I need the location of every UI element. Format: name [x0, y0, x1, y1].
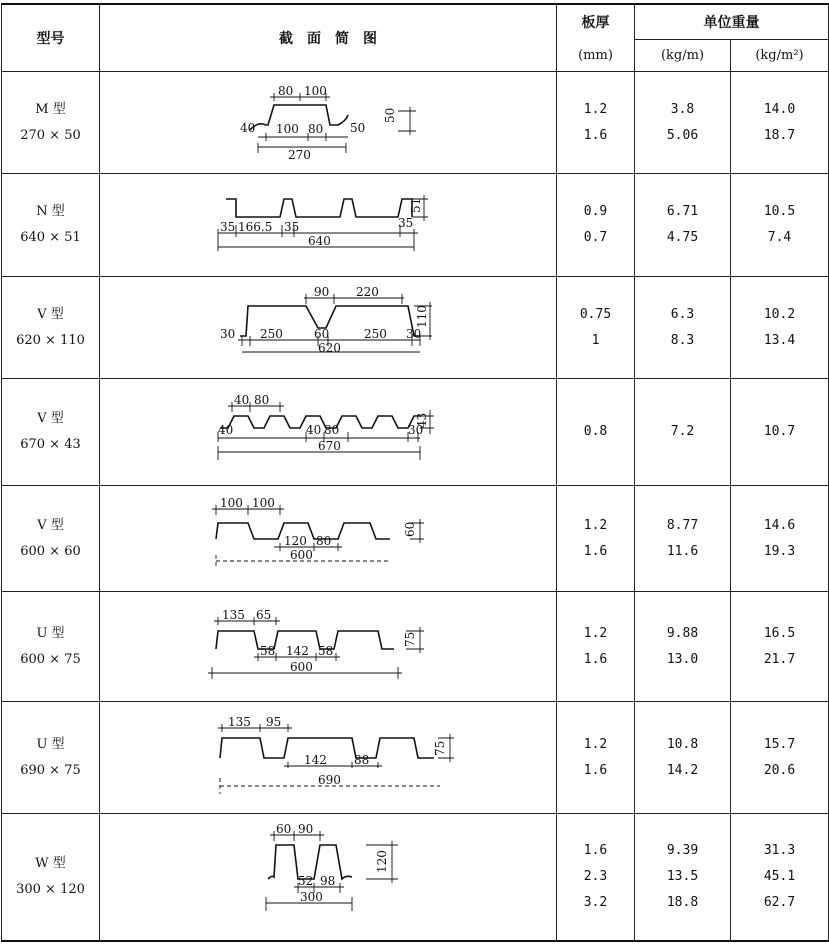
svg-text:300: 300	[300, 889, 323, 904]
kg-m-cell: 6.3 8.3	[635, 277, 731, 379]
svg-text:142: 142	[304, 752, 327, 767]
kg-m-cell: 9.39 13.5 18.8	[635, 814, 731, 941]
kg-m2-cell: 15.7 20.6	[731, 702, 829, 814]
svg-text:135: 135	[222, 607, 245, 622]
thickness-cell: 0.9 0.7	[557, 174, 635, 277]
model-cell: N 型 640 × 51	[2, 174, 100, 277]
thickness-cell: 1.2 1.6	[557, 592, 635, 702]
svg-text:40: 40	[240, 120, 256, 135]
svg-text:40: 40	[234, 393, 250, 407]
svg-text:80: 80	[316, 533, 332, 548]
svg-text:220: 220	[356, 284, 379, 299]
svg-text:90: 90	[298, 821, 314, 836]
table-row	[2, 486, 829, 592]
kg-m2-cell: 14.0 18.7	[731, 72, 829, 174]
thickness-cell: 1.2 1.6	[557, 72, 635, 174]
thickness-cell: 0.8	[557, 379, 635, 486]
svg-text:58: 58	[260, 643, 276, 658]
table-row	[2, 379, 829, 486]
profile-v-620x110	[108, 280, 548, 376]
header-weight-unit-2: (kg/m²)	[731, 40, 829, 72]
header-section: 截 面 简 图	[100, 4, 557, 72]
svg-text:640: 640	[308, 234, 331, 248]
header-unit-weight: 单位重量	[635, 4, 829, 40]
header-thickness-unit: (mm)	[557, 40, 635, 72]
header-thickness: 板厚	[557, 4, 635, 40]
svg-text:166.5: 166.5	[238, 220, 273, 234]
svg-text:80: 80	[308, 121, 324, 136]
svg-text:35: 35	[220, 220, 236, 234]
svg-text:100: 100	[220, 495, 243, 510]
svg-text:110: 110	[415, 304, 429, 328]
svg-text:50: 50	[383, 107, 397, 123]
thickness-cell: 1.2 1.6	[557, 486, 635, 592]
model-cell: W 型 300 × 120	[2, 814, 100, 941]
svg-text:80: 80	[254, 393, 270, 407]
svg-text:88: 88	[354, 752, 370, 767]
kg-m-cell: 8.77 11.6	[635, 486, 731, 592]
profile-n-640x51	[108, 177, 548, 273]
header-weight-unit-1: (kg/m)	[635, 40, 731, 72]
thickness-cell: 1.2 1.6	[557, 702, 635, 814]
kg-m2-cell: 14.6 19.3	[731, 486, 829, 592]
profile-w-300x120	[108, 817, 548, 937]
svg-text:75: 75	[403, 631, 417, 647]
profile-v-600x60	[108, 489, 548, 589]
svg-text:30: 30	[220, 326, 236, 341]
section-diagram	[100, 814, 557, 941]
kg-m-cell: 7.2	[635, 379, 731, 486]
kg-m2-cell: 31.3 45.1 62.7	[731, 814, 829, 941]
svg-text:65: 65	[256, 607, 272, 622]
svg-text:95: 95	[266, 714, 282, 729]
svg-text:80: 80	[324, 423, 340, 437]
svg-text:35: 35	[398, 216, 414, 230]
section-diagram	[100, 592, 557, 702]
svg-text:60: 60	[276, 821, 292, 836]
svg-text:35: 35	[284, 220, 300, 234]
section-diagram	[100, 277, 557, 379]
svg-text:250: 250	[260, 326, 283, 341]
section-diagram	[100, 174, 557, 277]
svg-text:40: 40	[306, 423, 322, 437]
svg-text:50: 50	[350, 120, 366, 135]
svg-text:620: 620	[318, 340, 341, 355]
kg-m2-cell: 10.7	[731, 379, 829, 486]
model-cell: V 型 600 × 60	[2, 486, 100, 592]
svg-text:30: 30	[406, 326, 422, 341]
kg-m-cell: 9.88 13.0	[635, 592, 731, 702]
thickness-cell: 0.75 1	[557, 277, 635, 379]
profile-v-670x43	[108, 382, 548, 482]
svg-text:670: 670	[318, 439, 341, 453]
svg-text:270: 270	[288, 147, 311, 162]
table-row	[2, 702, 829, 814]
section-diagram	[100, 379, 557, 486]
model-cell: M 型 270 × 50	[2, 72, 100, 174]
profile-m-270x50	[108, 75, 548, 171]
table-row	[2, 277, 829, 379]
kg-m2-cell: 16.5 21.7	[731, 592, 829, 702]
svg-text:135: 135	[228, 714, 251, 729]
kg-m2-cell: 10.2 13.4	[731, 277, 829, 379]
svg-text:100: 100	[276, 121, 299, 136]
profile-table	[1, 3, 829, 942]
svg-text:100: 100	[252, 495, 275, 510]
profile-u-600x75	[108, 597, 548, 697]
svg-text:30: 30	[408, 423, 424, 437]
model-cell: U 型 600 × 75	[2, 592, 100, 702]
table-row	[2, 72, 829, 174]
svg-text:60: 60	[314, 326, 330, 341]
svg-text:60: 60	[403, 521, 417, 537]
model-cell: V 型 620 × 110	[2, 277, 100, 379]
table-row	[2, 174, 829, 277]
model-cell: V 型 670 × 43	[2, 379, 100, 486]
kg-m2-cell: 10.5 7.4	[731, 174, 829, 277]
section-diagram	[100, 702, 557, 814]
svg-text:51: 51	[409, 197, 423, 213]
section-diagram	[100, 486, 557, 592]
header-model: 型号	[2, 4, 100, 72]
kg-m-cell: 3.8 5.06	[635, 72, 731, 174]
thickness-cell: 1.6 2.3 3.2	[557, 814, 635, 941]
svg-text:58: 58	[318, 643, 334, 658]
svg-text:90: 90	[314, 284, 330, 299]
svg-text:43: 43	[415, 412, 429, 428]
kg-m-cell: 6.71 4.75	[635, 174, 731, 277]
svg-text:120: 120	[375, 849, 389, 873]
svg-text:120: 120	[284, 533, 307, 548]
svg-text:600: 600	[290, 547, 313, 562]
svg-text:142: 142	[286, 643, 309, 658]
table-row	[2, 592, 829, 702]
svg-text:100: 100	[304, 83, 327, 98]
model-cell: U 型 690 × 75	[2, 702, 100, 814]
table-row	[2, 814, 829, 941]
svg-text:75: 75	[433, 740, 447, 756]
svg-text:80: 80	[278, 83, 294, 98]
svg-text:52: 52	[298, 873, 314, 888]
svg-text:98: 98	[320, 873, 336, 888]
profile-u-690x75	[108, 706, 548, 810]
svg-text:40: 40	[218, 423, 234, 437]
kg-m-cell: 10.8 14.2	[635, 702, 731, 814]
svg-text:250: 250	[364, 326, 387, 341]
svg-text:690: 690	[318, 772, 341, 787]
section-diagram	[100, 72, 557, 174]
svg-text:600: 600	[290, 659, 313, 674]
